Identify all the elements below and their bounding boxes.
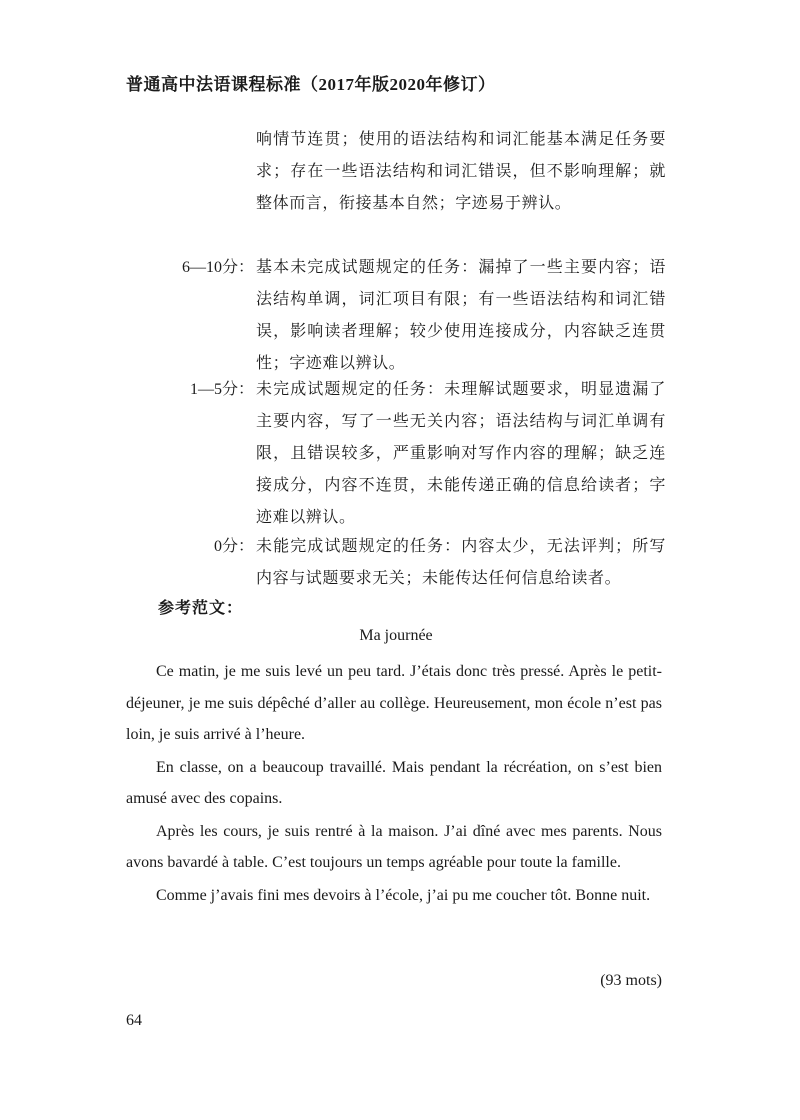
- essay-paragraph: Après les cours, je suis rentré à la maison. J’ai dîné avec mes parents. Nous avons bavardé à table. C’est toujours un temps agréable pour toute la famille.: [126, 822, 662, 871]
- rubric-score: 6—10分：: [181, 259, 254, 276]
- essay-paragraph: Comme j’avais fini mes devoirs à l’école, j’ai pu me coucher tôt. Bonne nuit.: [156, 886, 651, 904]
- page-number: 64: [126, 1012, 142, 1029]
- essay-body: [126, 656, 662, 912]
- running-header: 普通高中法语课程标准（2017年版2020年修订）: [126, 75, 496, 94]
- sample-essay-label: 参考范文：: [158, 600, 244, 617]
- rubric-score: 1—5分：: [189, 381, 254, 398]
- essay-paragraph: Ce matin, je me suis levé un peu tard. J’étais donc très pressé. Après le petit-déjeuner, je me suis dépêché d’aller au collège. Heureusement, mon école n’est pas loin, je suis arrivé à l’heure.: [126, 663, 662, 743]
- essay-title: Ma journée: [359, 627, 433, 644]
- essay-paragraph: En classe, on a beaucoup travaillé. Mais pendant la récréation, on s’est bien amusé avec des copains.: [126, 758, 662, 807]
- rubric-description: 基本未完成试题规定的任务：漏掉了一些主要内容；语法结构单调，词汇项目有限；有一些语法结构和词汇错误，影响读者理解；较少使用连接成分，内容缺乏连贯性；字迹难以辨认。: [256, 259, 666, 372]
- rubric-description: 未能完成试题规定的任务：内容太少，无法评判；所写内容与试题要求无关；未能传达任何信息给读者。: [256, 538, 666, 587]
- rubric-description: 未完成试题规定的任务：未理解试题要求，明显遗漏了主要内容，写了一些无关内容；语法结构与词汇单调有限，且错误较多，严重影响对写作内容的理解；缺乏连接成分，内容不连贯，未能传递正确的信息给读者；字迹难以辨认。: [256, 381, 666, 526]
- rubric-description: 响情节连贯；使用的语法结构和词汇能基本满足任务要求；存在一些语法结构和词汇错误，但不影响理解；就整体而言，衔接基本自然；字迹易于辨认。: [256, 131, 666, 212]
- word-count: (93 mots): [600, 972, 662, 989]
- rubric-score: 0分：: [213, 538, 254, 555]
